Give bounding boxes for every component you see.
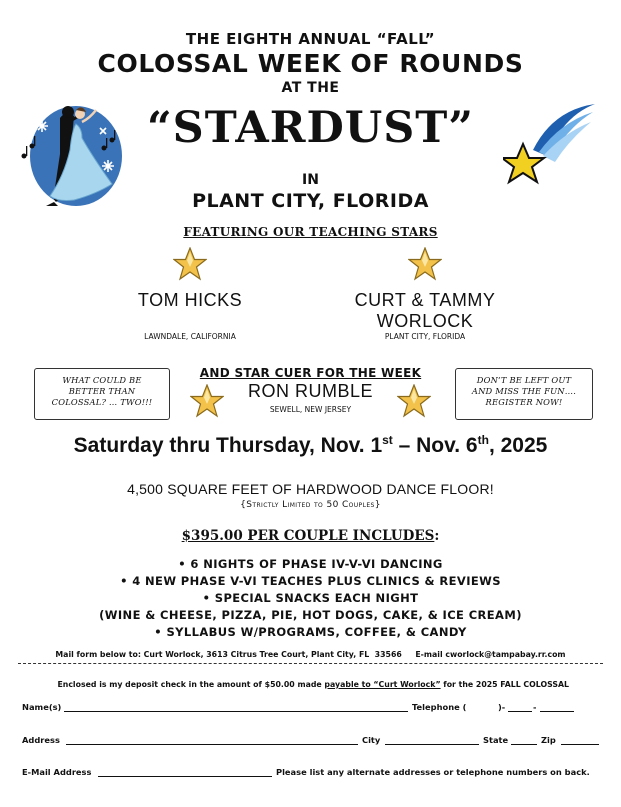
scroll-line: BETTER THAN <box>68 386 136 396</box>
dates-suffix: , 2025 <box>488 434 548 457</box>
dancing-couple-icon <box>16 98 124 220</box>
teacher-name: CURT & TAMMY <box>354 290 496 310</box>
tel-dash: - <box>533 702 537 712</box>
scroll-line: AND MISS THE FUN…. <box>471 386 577 396</box>
deposit-before: Enclosed is my deposit check in the amount of $50.00 made <box>57 680 325 689</box>
scroll-line: DON’T BE LEFT OUT <box>476 375 572 385</box>
include-item: • 6 NIGHTS OF PHASE IV-V-VI DANCING <box>178 557 443 571</box>
location-title: PLANT CITY, FLORIDA <box>192 190 429 212</box>
teacher-name: WORLOCK <box>376 311 474 331</box>
address-field[interactable] <box>66 735 358 745</box>
cuer-name: RON RUMBLE <box>247 381 373 401</box>
divider <box>18 663 603 664</box>
star-icon <box>397 384 431 418</box>
phone-line-field[interactable] <box>540 702 574 712</box>
price-amount: $395.00 PER COUPLE INCLUDES <box>181 528 435 544</box>
title-line-3: AT THE <box>281 80 340 96</box>
dates-sup: th <box>477 433 489 447</box>
title-line-1: THE EIGHTH ANNUAL “FALL” <box>185 30 436 48</box>
shooting-star-icon <box>503 100 599 190</box>
star-icon <box>408 247 442 281</box>
floor-limit: {Strictly Limited to 50 Couples} <box>240 500 381 510</box>
teacher-name: TOM HICKS <box>137 290 243 310</box>
phone-prefix-field[interactable] <box>508 702 532 712</box>
deposit-after: for the 2025 FALL COLOSSAL <box>440 680 569 689</box>
floor-info: 4,500 SQUARE FEET OF HARDWOOD DANCE FLOOR! <box>127 481 494 497</box>
price-colon: : <box>434 528 440 544</box>
right-scroll-note <box>455 368 593 420</box>
names-label: Name(s) <box>22 702 62 712</box>
area-code-field[interactable] <box>472 702 498 712</box>
cuer-home: SEWELL, NEW JERSEY <box>269 405 352 414</box>
in-label: IN <box>302 172 319 188</box>
deposit-payable: payable to “Curt Worlock” <box>324 680 441 689</box>
dates-mid: – Nov. 6 <box>392 434 478 457</box>
names-field[interactable] <box>64 702 408 712</box>
city-field[interactable] <box>385 735 479 745</box>
left-scroll-note <box>34 368 170 420</box>
include-item: (WINE & CHEESE, PIZZA, PIE, HOT DOGS, CAKE, & ICE CREAM) <box>99 608 522 622</box>
venue-title: “STARDUST” <box>146 103 475 153</box>
email-label: E-Mail Address <box>22 767 92 777</box>
price-heading <box>0 528 621 544</box>
state-field[interactable] <box>511 735 537 745</box>
event-dates <box>0 433 621 458</box>
city-label: City <box>362 735 381 745</box>
telephone-label: Telephone ( <box>412 702 467 712</box>
scroll-line: WHAT COULD BE <box>62 375 142 385</box>
include-item: • SPECIAL SNACKS EACH NIGHT <box>202 591 419 605</box>
scroll-line: COLOSSAL? … TWO!!! <box>51 397 153 407</box>
tel-close: )- <box>498 702 506 712</box>
teacher-home: PLANT CITY, FLORIDA <box>384 332 466 341</box>
dates-prefix: Saturday thru Thursday, Nov. 1 <box>73 434 383 457</box>
title-line-2: COLOSSAL WEEK OF ROUNDS <box>97 49 524 78</box>
mail-instructions: Mail form below to: Curt Worlock, 3613 Citrus Tree Court, Plant City, FL 33566 E-mail cworlock@tampabay.rr.com <box>55 650 566 659</box>
zip-label: Zip <box>541 735 556 745</box>
address-label: Address <box>22 735 60 745</box>
zip-field[interactable] <box>561 735 599 745</box>
teacher-home: LAWNDALE, CALIFORNIA <box>144 332 236 341</box>
cuer-heading: AND STAR CUER FOR THE WEEK <box>199 366 422 380</box>
include-item: • 4 NEW PHASE V-VI TEACHES PLUS CLINICS & REVIEWS <box>120 574 501 588</box>
deposit-note <box>0 671 621 689</box>
star-icon <box>173 247 207 281</box>
email-field[interactable] <box>98 767 272 777</box>
star-icon <box>190 384 224 418</box>
include-item: • SYLLABUS W/PROGRAMS, COFFEE, & CANDY <box>154 625 467 639</box>
scroll-line: REGISTER NOW! <box>485 397 563 407</box>
names-row <box>22 702 61 712</box>
dates-sup: st <box>382 433 393 447</box>
state-label: State <box>483 735 509 745</box>
alternate-note: Please list any alternate addresses or telephone numbers on back. <box>276 767 590 777</box>
featuring-heading: FEATURING OUR TEACHING STARS <box>183 225 438 239</box>
